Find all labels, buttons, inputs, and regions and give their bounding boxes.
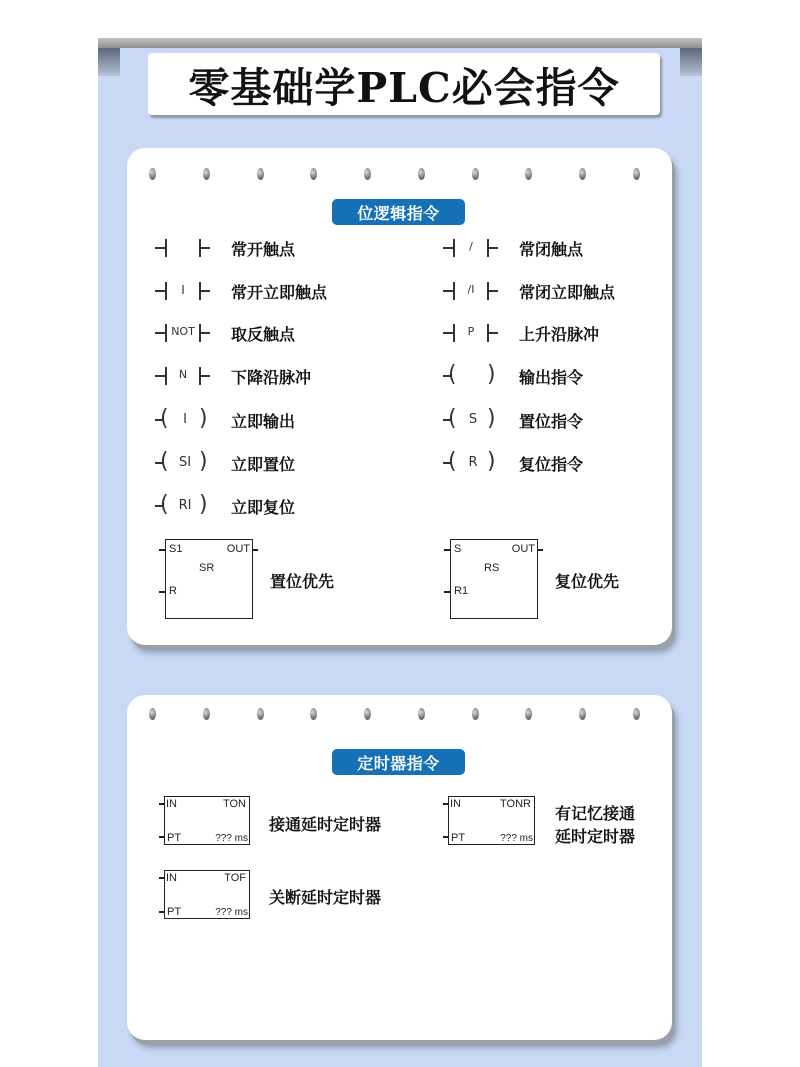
no-immediate-contact-icon: I [155, 276, 217, 306]
set-coil-icon: ( S ) [443, 405, 505, 435]
instruction-no-contact [155, 233, 295, 263]
binder-hole-icon [364, 168, 371, 180]
binder-hole-icon [418, 708, 425, 720]
instruction-label: 输出指令 [519, 367, 584, 387]
tof-label: 关断延时定时器 [269, 888, 382, 907]
instruction-set [443, 405, 583, 435]
instruction-output [443, 361, 583, 391]
instruction-label: 常开立即触点 [231, 282, 328, 302]
reset-coil-icon: ( R ) [443, 448, 505, 478]
instruction-label: 复位指令 [519, 454, 584, 474]
binder-hole-icon [310, 168, 317, 180]
instruction-label: 下降沿脉冲 [231, 367, 312, 387]
tonr-label-line2: 延时定时器 [555, 827, 636, 846]
not-contact-icon: NOT [155, 318, 217, 348]
instruction-label: 常闭触点 [519, 239, 584, 259]
output-coil-icon: ( ) [443, 361, 505, 391]
binder-right-tab [680, 48, 702, 76]
binder-hole-icon [525, 708, 532, 720]
instruction-negative-edge [155, 361, 311, 391]
section-badge-timers: 定时器指令 [332, 749, 465, 775]
binder-hole-icon [203, 168, 210, 180]
ton-timer-block: IN TON PT ??? ms [166, 798, 248, 844]
binder-left-tab [98, 48, 120, 76]
binder-hole-icon [364, 708, 371, 720]
immediate-output-coil-icon: ( I ) [155, 405, 217, 435]
title-card [148, 53, 660, 115]
instruction-immediate-set [155, 448, 295, 478]
bit-logic-card [127, 148, 672, 645]
rs-block-label: 复位优先 [555, 572, 620, 591]
sr-block-label: 置位优先 [270, 572, 335, 591]
binder-hole-icon [149, 168, 156, 180]
instruction-label: 常闭立即触点 [519, 282, 616, 302]
binder-holes [149, 168, 640, 180]
immediate-reset-coil-icon: ( RI ) [155, 491, 217, 521]
instruction-label: 立即输出 [231, 411, 296, 431]
instruction-label: 立即置位 [231, 454, 296, 474]
instruction-immediate-reset [155, 491, 295, 521]
binder-holes [149, 708, 640, 720]
immediate-set-coil-icon: ( SI ) [155, 448, 217, 478]
section-badge-bit-logic: 位逻辑指令 [332, 199, 465, 225]
rs-flipflop-block: S OUT RS R1 [450, 539, 538, 619]
instruction-immediate-output [155, 405, 295, 435]
positive-edge-contact-icon: P [443, 318, 505, 348]
instruction-label: 立即复位 [231, 497, 296, 517]
instruction-label: 置位指令 [519, 411, 584, 431]
negative-edge-contact-icon: N [155, 361, 217, 391]
tonr-timer-block: IN TONR PT ??? ms [450, 798, 533, 844]
instruction-label: 取反触点 [231, 324, 296, 344]
nc-immediate-contact-icon: /I [443, 276, 505, 306]
tonr-label-line1: 有记忆接通 [555, 804, 636, 823]
nc-contact-icon: / [443, 233, 505, 263]
binder-hole-icon [418, 168, 425, 180]
binder-hole-icon [472, 168, 479, 180]
instruction-nc-immediate-contact [443, 276, 615, 306]
page-title: 零基础学PLC必会指令 [188, 63, 620, 112]
instruction-reset [443, 448, 583, 478]
binder-hole-icon [203, 708, 210, 720]
instruction-nc-contact [443, 233, 583, 263]
binder-hole-icon [579, 708, 586, 720]
instruction-label: 常开触点 [231, 239, 296, 259]
binder-hole-icon [257, 168, 264, 180]
ton-label: 接通延时定时器 [269, 815, 382, 834]
binder-hole-icon [472, 708, 479, 720]
binder-hole-icon [633, 168, 640, 180]
binder-hole-icon [525, 168, 532, 180]
binder-top-bar [98, 38, 702, 48]
binder-hole-icon [579, 168, 586, 180]
instruction-label: 上升沿脉冲 [519, 324, 600, 344]
instruction-positive-edge [443, 318, 599, 348]
timer-card [127, 695, 672, 1040]
tof-timer-block: IN TOF PT ??? ms [166, 872, 248, 918]
binder-hole-icon [310, 708, 317, 720]
sr-flipflop-block: S1 OUT SR R [165, 539, 253, 619]
instruction-no-immediate-contact [155, 276, 327, 306]
binder-hole-icon [257, 708, 264, 720]
binder-hole-icon [633, 708, 640, 720]
instruction-not-contact [155, 318, 295, 348]
binder-hole-icon [149, 708, 156, 720]
no-contact-icon [155, 233, 217, 263]
